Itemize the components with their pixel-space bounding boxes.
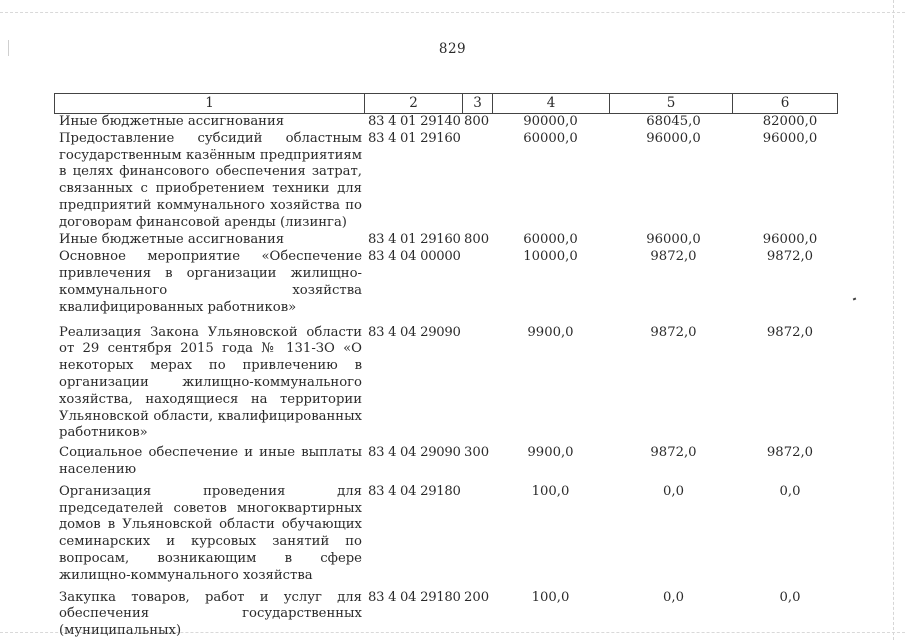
table-row <box>54 590 838 640</box>
column-header-4: 4 <box>492 94 609 113</box>
row-name: Организация проведения для председателей советов многоквартирных домов в Ульяновской области обучающих семинарских и курсовых занятий по вопросам, возникающим в сфере жилищно-коммунального хозяйства <box>59 483 362 583</box>
row-value-5: 9872,0 <box>650 249 697 265</box>
row-value-4: 9900,0 <box>527 324 574 340</box>
table-row <box>54 114 838 131</box>
row-name: Закупка товаров, работ и услуг для обеспечения государственных (муниципальных) <box>59 589 362 639</box>
row-code: 83 4 04 00000 <box>368 249 461 265</box>
row-value-4: 60000,0 <box>523 231 578 247</box>
row-value-6: 9872,0 <box>766 445 814 461</box>
row-value-5: 0,0 <box>663 483 684 499</box>
budget-table <box>54 93 838 640</box>
row-type: 300 <box>464 445 490 461</box>
row-name: Иные бюджетные ассигнования <box>59 114 285 129</box>
row-value-6: 96000,0 <box>762 231 818 247</box>
row-value-4: 9900,0 <box>527 445 574 461</box>
row-value-4: 60000,0 <box>523 130 578 146</box>
scan-edge-right <box>893 0 895 640</box>
row-value-6: 0,0 <box>779 483 801 499</box>
row-value-6: 82000,0 <box>762 114 818 129</box>
row-value-6: 96000,0 <box>762 130 818 146</box>
row-code: 83 4 04 29180 <box>368 483 461 499</box>
row-name: Реализация Закона Ульяновской области от 29 сентября 2015 года № 131-ЗО «О некоторых мерах по привлечению в организации жилищно-коммунального хозяйства, находящиеся на территории Ульяновской области, квалифицированных работников» <box>59 324 362 441</box>
row-value-5: 96000,0 <box>646 130 701 146</box>
column-header-1: 1 <box>54 94 364 113</box>
row-code: 83 4 01 29160 <box>368 231 461 247</box>
row-code: 83 4 04 29090 <box>368 324 461 340</box>
column-header-5: 5 <box>609 94 732 113</box>
scan-edge-top <box>0 12 905 14</box>
table-header-row <box>54 93 838 114</box>
row-value-4: 100,0 <box>531 589 570 605</box>
table-row <box>54 131 838 232</box>
row-value-5: 9872,0 <box>650 324 697 340</box>
row-type: 800 <box>464 231 490 247</box>
row-name: Социальное обеспечение и иные выплаты населению <box>59 445 362 477</box>
table-body <box>54 114 838 640</box>
row-name: Иные бюджетные ассигнования <box>59 231 285 247</box>
row-type <box>462 131 492 232</box>
row-type: 800 <box>464 114 490 129</box>
table-row <box>54 445 838 479</box>
column-header-6: 6 <box>732 94 838 113</box>
row-value-5: 68045,0 <box>646 114 701 129</box>
row-code: 83 4 04 29090 <box>368 445 461 461</box>
page-number: 829 <box>438 41 467 57</box>
column-header-2: 2 <box>364 94 462 113</box>
row-code: 83 4 01 29140 <box>368 114 461 129</box>
row-name: Основное мероприятие «Обеспечение привлечения в организации жилищно-коммунального хозяйства квалифицированных работников» <box>59 249 362 315</box>
row-type <box>462 325 492 443</box>
row-value-4: 90000,0 <box>523 114 578 129</box>
table-row <box>54 249 838 316</box>
row-value-6: 9872,0 <box>766 324 814 340</box>
column-header-3: 3 <box>462 94 492 113</box>
row-value-6: 0,0 <box>779 589 801 605</box>
row-code: 83 4 01 29160 <box>368 130 461 146</box>
row-code: 83 4 04 29180 <box>368 589 461 605</box>
table-row <box>54 325 838 443</box>
row-value-5: 0,0 <box>663 589 684 605</box>
row-type: 200 <box>464 589 490 605</box>
row-name: Предоставление субсидий областным государственным казённым предприятиям в целях финансового обеспечения затрат, связанных с приобретением техники для предприятий коммунального хозяйства по договорам финансовой аренды (лизинга) <box>59 130 362 230</box>
row-value-6: 9872,0 <box>766 249 814 265</box>
row-value-5: 9872,0 <box>650 445 697 461</box>
table-row <box>54 232 838 249</box>
scan-speck <box>853 298 857 301</box>
table-row <box>54 484 838 585</box>
row-value-4: 10000,0 <box>523 249 578 265</box>
row-value-5: 96000,0 <box>646 231 701 247</box>
row-value-4: 100,0 <box>531 483 570 499</box>
row-type <box>462 249 492 316</box>
row-type <box>462 484 492 585</box>
